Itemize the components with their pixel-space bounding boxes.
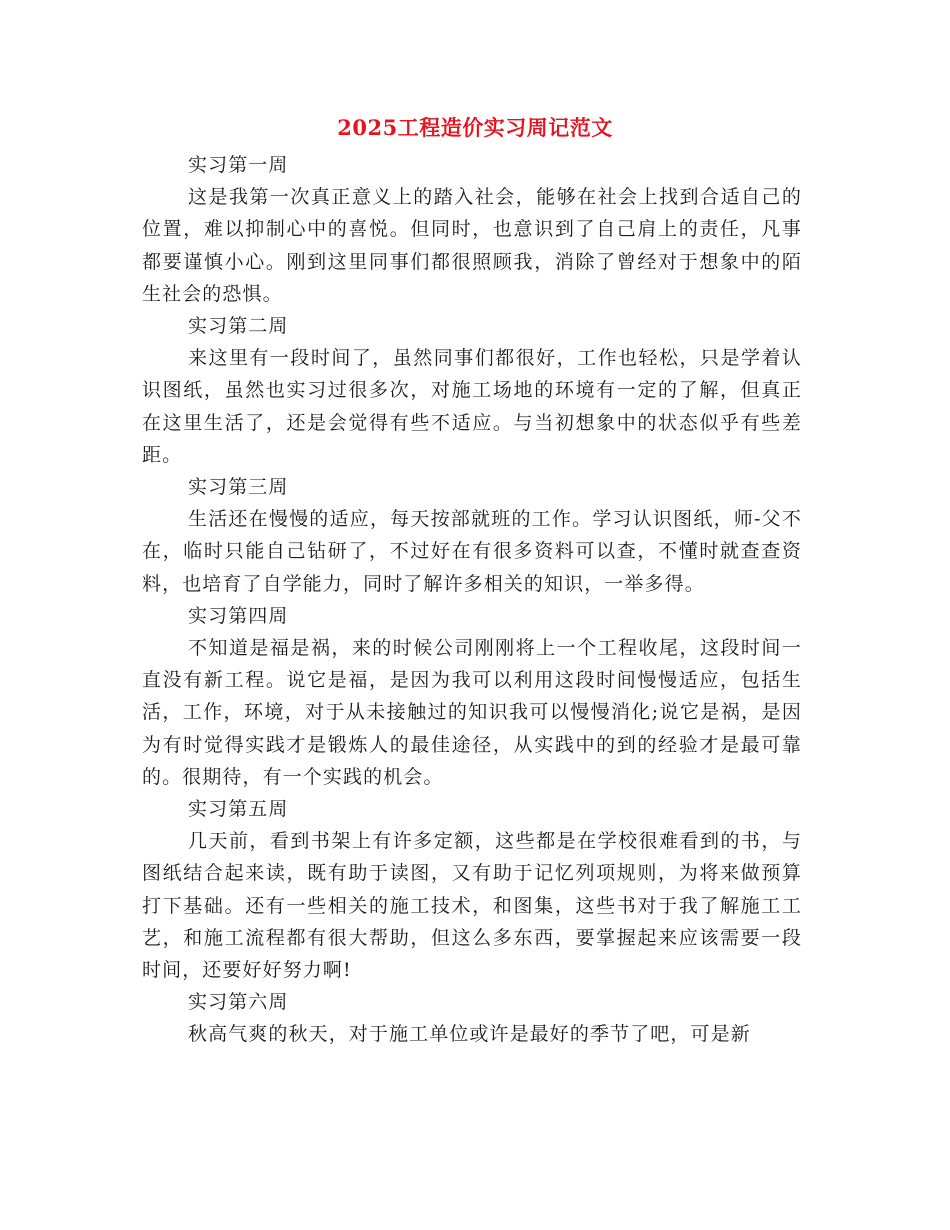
week-6-heading: 实习第六周 [188, 991, 289, 1014]
week-4-heading: 实习第四周 [188, 604, 289, 627]
week-5-heading: 实习第五周 [188, 798, 289, 821]
week-1-heading: 实习第一周 [188, 154, 289, 176]
week-3-paragraph: 生活还在慢慢的适应，每天按部就班的工作。学习认识图纸，师-父不在，临时只能自己钻研了，不过好在有很多资料可以查，不懂时就查查资料，也培育了自学能力，同时了解许多相关的知识，一举多得。 [142, 508, 802, 595]
document-title: 2025工程造价实习周记范文 [337, 115, 613, 140]
document-body [142, 149, 802, 1051]
week-2-heading: 实习第二周 [188, 315, 289, 338]
week-1-paragraph: 这是我第一次真正意义上的踏入社会，能够在社会上找到合适自己的位置，难以抑制心中的喜悦。但同时，也意识到了自己肩上的责任，凡事都要谨慎小心。刚到这里同事们都很照顾我，消除了曾经对于想象中的陌生社会的恐惧。 [142, 186, 802, 305]
week-5-paragraph: 几天前，看到书架上有许多定额，这些都是在学校很难看到的书，与图纸结合起来读，既有助于读图，又有助于记忆列项规则，为将来做预算打下基础。还有一些相关的施工技术，和图集，这些书对于我了解施工工艺，和施工流程都有很大帮助，但这么多东西，要掌握起来应该需要一段时间，还要好好努力啊! [142, 830, 802, 982]
week-4-paragraph: 不知道是福是祸，来的时候公司刚刚将上一个工程收尾，这段时间一直没有新工程。说它是福，是因为我可以利用这段时间慢慢适应，包括生活，工作，环境，对于从未接触过的知识我可以慢慢消化;说它是祸，是因为有时觉得实践才是锻炼人的最佳途径，从实践中的到的经验才是最可靠的。很期待，有一个实践的机会。 [142, 637, 802, 788]
week-3-heading: 实习第三周 [188, 476, 289, 499]
week-6-paragraph: 秋高气爽的秋天，对于施工单位或许是最好的季节了吧，可是新 [188, 1023, 751, 1046]
week-2-paragraph: 来这里有一段时间了，虽然同事们都很好，工作也轻松，只是学着认识图纸，虽然也实习过很多次，对施工场地的环境有一定的了解，但真正在这里生活了，还是会觉得有些不适应。与当初想象中的状态似乎有些差距。 [142, 347, 802, 466]
